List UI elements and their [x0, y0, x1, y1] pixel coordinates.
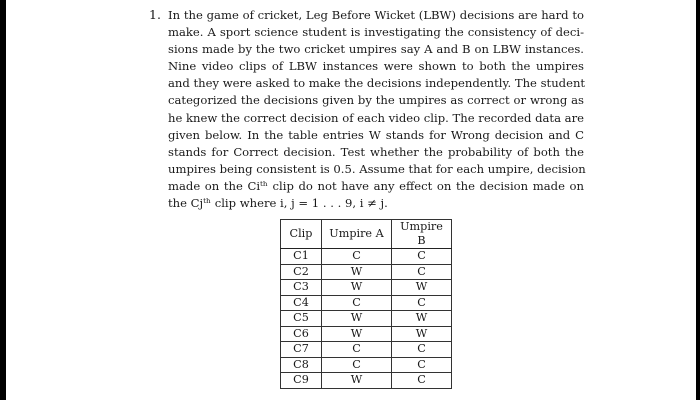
umpire-a-cell: C — [322, 295, 392, 311]
question-line: Nine video clips of LBW instances were shown to both the umpires — [168, 59, 584, 74]
umpire-a-cell: C — [322, 357, 392, 373]
question-line: made on the Ciᵗʰ clip do not have any effect on the decision made on — [168, 178, 584, 193]
question-line: the Cjᵗʰ clip where i, j = 1 . . . 9, i ≠ j. — [168, 196, 388, 211]
umpire-b-cell: W — [392, 326, 452, 342]
table-row — [281, 342, 452, 358]
umpire-b-cell: C — [392, 342, 452, 358]
question-number: 1. — [149, 7, 161, 22]
question-line: he knew the correct decision of each video clip. The recorded data are — [168, 110, 584, 125]
table-row — [281, 326, 452, 342]
umpire-a-cell: C — [322, 249, 392, 265]
table-row — [281, 280, 452, 296]
table-header-row — [281, 220, 452, 249]
question-line: and they were asked to make the decisions independently. The student — [168, 76, 586, 91]
clip-cell: C6 — [281, 326, 322, 342]
clip-cell: C8 — [281, 357, 322, 373]
umpire-b-cell: C — [392, 249, 452, 265]
umpire-b-cell: C — [392, 264, 452, 280]
table-row — [281, 249, 452, 265]
clip-cell: C7 — [281, 342, 322, 358]
clip-cell: C4 — [281, 295, 322, 311]
lbw-decisions-table — [280, 219, 452, 389]
umpire-a-cell: W — [322, 280, 392, 296]
question-line: stands for Correct decision. Test whether the probability of both the — [168, 144, 584, 159]
clip-cell: C3 — [281, 280, 322, 296]
table-row — [281, 357, 452, 373]
question-text — [168, 7, 584, 212]
umpire-b-cell: C — [392, 373, 452, 389]
table-row — [281, 295, 452, 311]
table-row — [281, 373, 452, 389]
umpire-b-cell: C — [392, 357, 452, 373]
question-line: umpires being consistent is 0.5. Assume that for each umpire, decision — [168, 161, 586, 176]
umpire-a-cell: W — [322, 311, 392, 327]
clip-cell: C5 — [281, 311, 322, 327]
document-page — [6, 0, 696, 400]
table-row — [281, 311, 452, 327]
clip-cell: C2 — [281, 264, 322, 280]
table-row — [281, 264, 452, 280]
question-line: sions made by the two cricket umpires say A and B on LBW instances. — [168, 42, 584, 57]
umpire-a-cell: C — [322, 342, 392, 358]
umpire-a-cell: W — [322, 373, 392, 389]
header-umpire-b: Umpire B — [392, 220, 452, 249]
question-line: make. A sport science student is investigating the consistency of deci- — [168, 25, 584, 40]
header-umpire-a: Umpire A — [322, 220, 392, 249]
umpire-a-cell: W — [322, 326, 392, 342]
header-clip: Clip — [281, 220, 322, 249]
umpire-b-cell: C — [392, 295, 452, 311]
umpire-b-cell: W — [392, 311, 452, 327]
question-line: categorized the decisions given by the umpires as correct or wrong as — [168, 93, 584, 108]
umpire-b-cell: W — [392, 280, 452, 296]
clip-cell: C1 — [281, 249, 322, 265]
umpire-a-cell: W — [322, 264, 392, 280]
question-line: In the game of cricket, Leg Before Wicket (LBW) decisions are hard to — [168, 8, 584, 22]
clip-cell: C9 — [281, 373, 322, 389]
question-line: given below. In the table entries W stands for Wrong decision and C — [168, 127, 584, 142]
